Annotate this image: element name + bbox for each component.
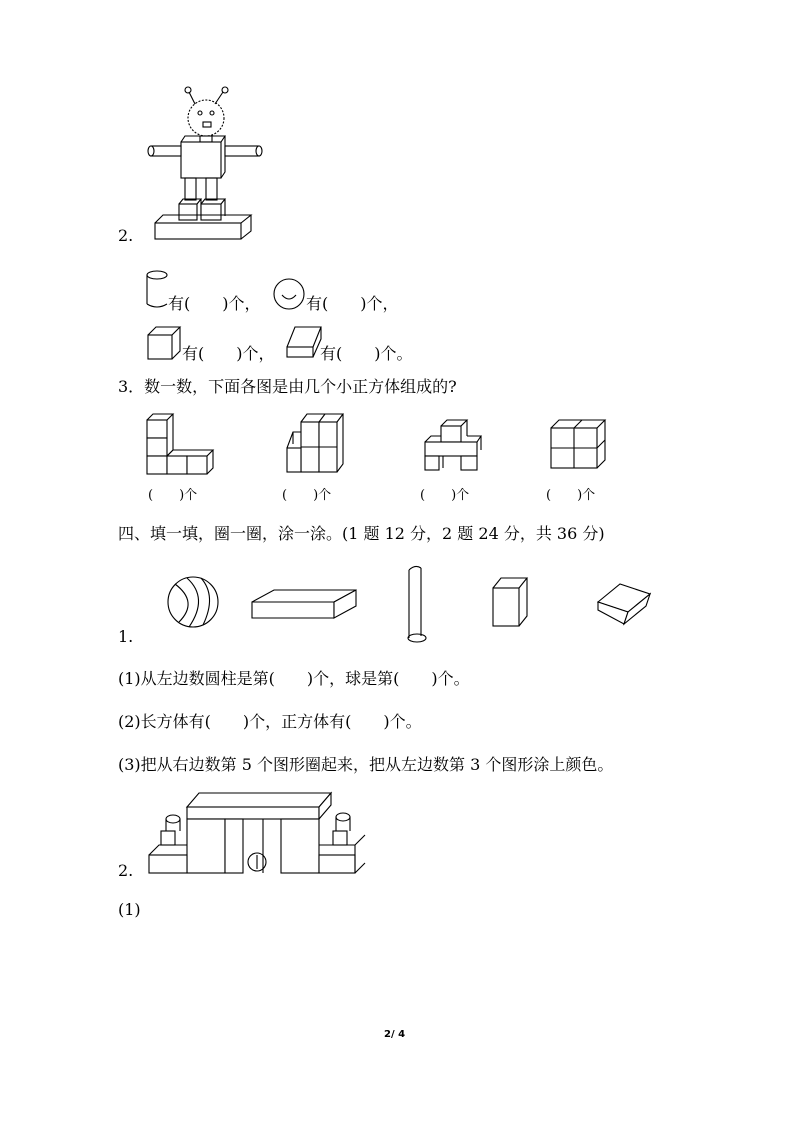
upright-cuboid-icon bbox=[491, 576, 531, 628]
cylinder-count-blank: 有( )个， bbox=[168, 294, 261, 313]
question-4-1-number: 1. bbox=[118, 627, 134, 646]
question-3-title: 3．数一数，下面各图是由几个小正方体组成的? bbox=[118, 377, 457, 396]
cube-stack-figure-3 bbox=[423, 418, 483, 474]
figure-4-answer: ( )个 bbox=[546, 488, 596, 503]
cube-stack-figure-1 bbox=[145, 410, 215, 476]
cylinder-icon bbox=[145, 270, 169, 310]
question-4-1-part-1: (1)从左边数圆柱是第( )个，球是第( )个。 bbox=[118, 669, 470, 688]
flat-cuboid-icon bbox=[250, 588, 358, 622]
question-4-1-part-2: (2)长方体有( )个，正方体有( )个。 bbox=[118, 712, 422, 731]
cube-icon bbox=[146, 325, 182, 361]
tall-cylinder-icon bbox=[403, 564, 433, 646]
cube-count-blank: 有( )个， bbox=[182, 344, 275, 363]
figure-1-answer: ( )个 bbox=[148, 488, 198, 503]
cube-stack-figure-2 bbox=[283, 410, 343, 476]
figure-2-answer: ( )个 bbox=[282, 488, 332, 503]
question-4-2-number: 2. bbox=[118, 861, 134, 880]
ball-icon bbox=[165, 576, 223, 628]
tilted-cube-icon bbox=[596, 580, 656, 626]
gate-figure bbox=[147, 785, 367, 877]
cuboid-count-blank: 有( )个。 bbox=[320, 344, 413, 363]
question-4-2-sub-1: (1) bbox=[118, 900, 141, 919]
cuboid-icon bbox=[285, 325, 325, 359]
robot-figure bbox=[145, 82, 275, 242]
section-4-title: 四、填一填，圈一圈，涂一涂。(1 题 12 分，2 题 24 分，共 36 分) bbox=[118, 524, 605, 543]
page-number: 2/ 4 bbox=[384, 1029, 406, 1040]
cube-stack-figure-4 bbox=[549, 418, 607, 472]
question-2-number: 2. bbox=[118, 226, 134, 245]
figure-3-answer: ( )个 bbox=[420, 488, 470, 503]
question-4-1-part-3: (3)把从右边数第 5 个图形圈起来，把从左边数第 3 个图形涂上颜色。 bbox=[118, 755, 614, 774]
sphere-icon bbox=[272, 277, 306, 311]
sphere-count-blank: 有( )个， bbox=[306, 294, 399, 313]
